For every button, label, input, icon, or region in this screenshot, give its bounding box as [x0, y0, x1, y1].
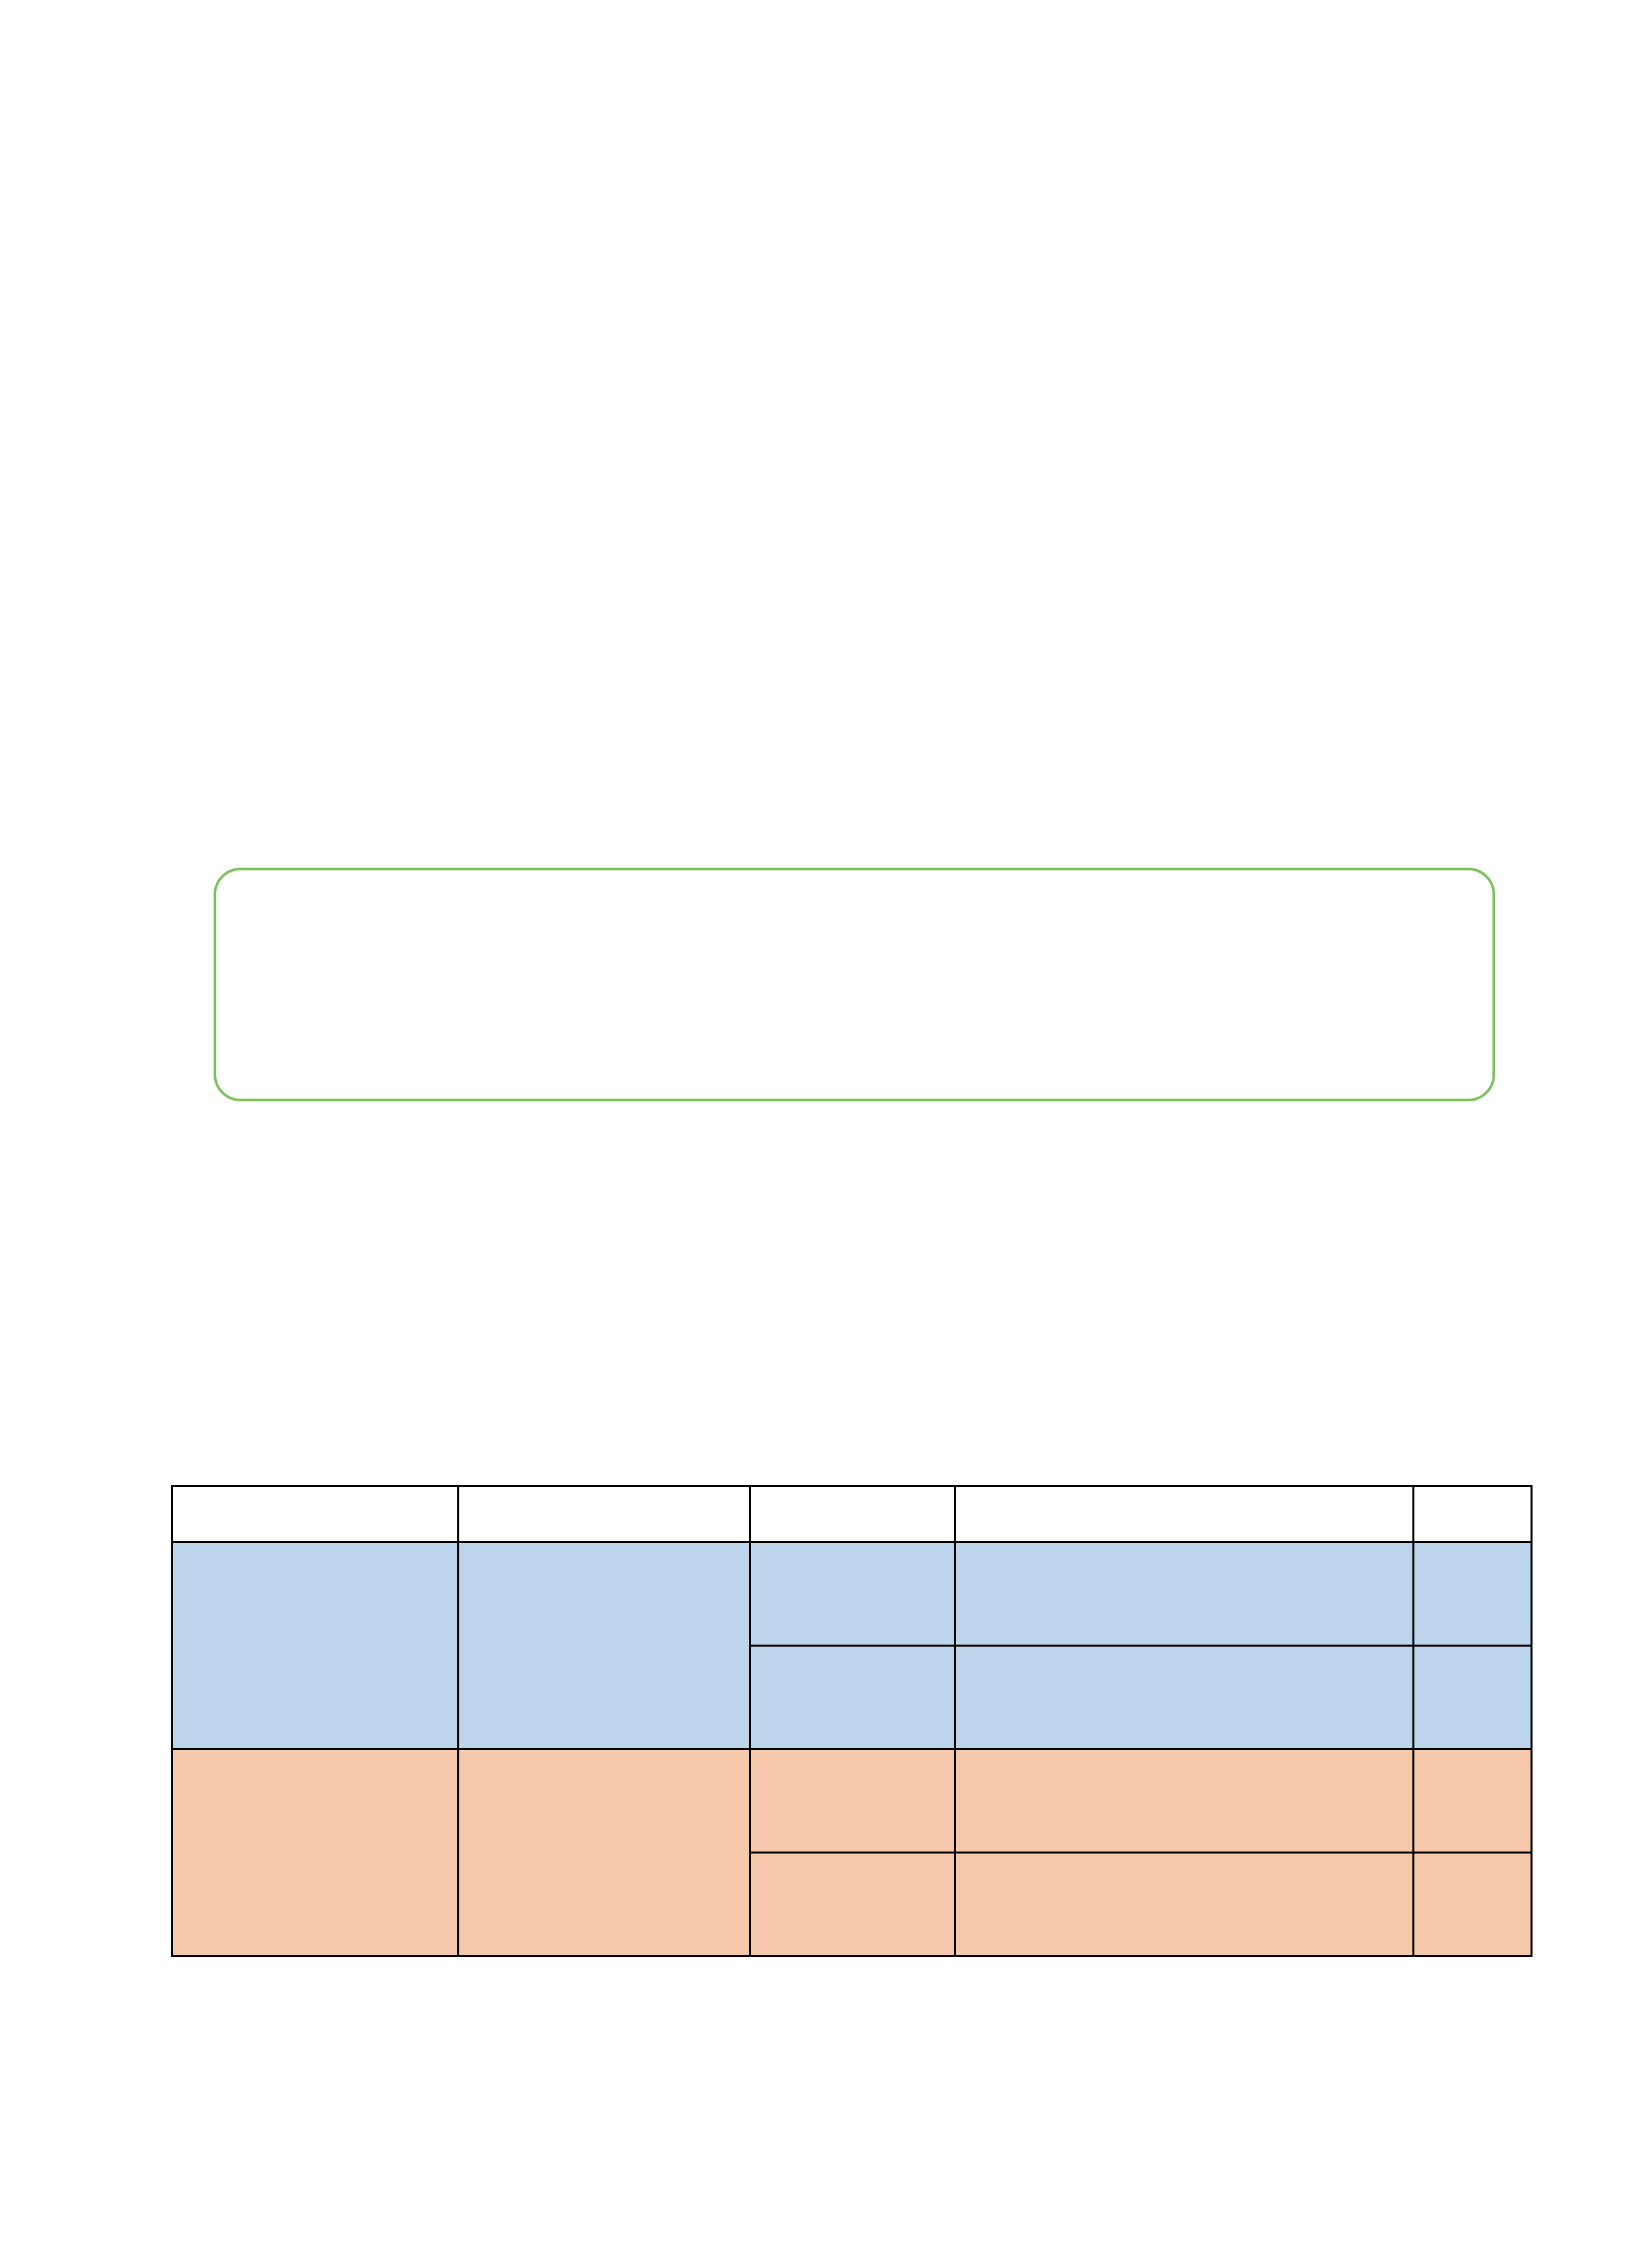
cell-name	[955, 1646, 1414, 1749]
table-header-row	[172, 1486, 1532, 1542]
table-row	[172, 1542, 1532, 1646]
col-header-place-code	[750, 1486, 955, 1542]
border-right	[1579, 100, 1652, 2143]
cell-name	[955, 1749, 1414, 1853]
cell-code	[1414, 1749, 1532, 1853]
cell-level	[459, 1542, 750, 1749]
description-paragraph	[107, 1155, 1549, 1224]
col-header-code	[1414, 1486, 1532, 1542]
cell-place-code	[750, 1542, 955, 1646]
cell-name	[955, 1542, 1414, 1646]
cell-code	[1414, 1646, 1532, 1749]
cell-deadline	[172, 1749, 459, 1956]
cell-place-code	[750, 1749, 955, 1853]
cell-level	[459, 1749, 750, 1956]
col-header-name	[955, 1486, 1414, 1542]
cell-name	[955, 1853, 1414, 1956]
cell-code	[1414, 1853, 1532, 1956]
border-left	[0, 100, 73, 2143]
cell-deadline	[172, 1542, 459, 1749]
cell-place-code	[750, 1853, 955, 1956]
border-bottom	[0, 2146, 1652, 2246]
cell-place-code	[750, 1646, 955, 1749]
col-header-deadline	[172, 1486, 459, 1542]
info-box	[214, 868, 1495, 1101]
table-row	[172, 1749, 1532, 1853]
boys-only-badge	[80, 90, 346, 177]
courses-table	[171, 1485, 1533, 1957]
cell-code	[1414, 1542, 1532, 1646]
col-header-level	[459, 1486, 750, 1542]
border-top	[0, 0, 1652, 100]
